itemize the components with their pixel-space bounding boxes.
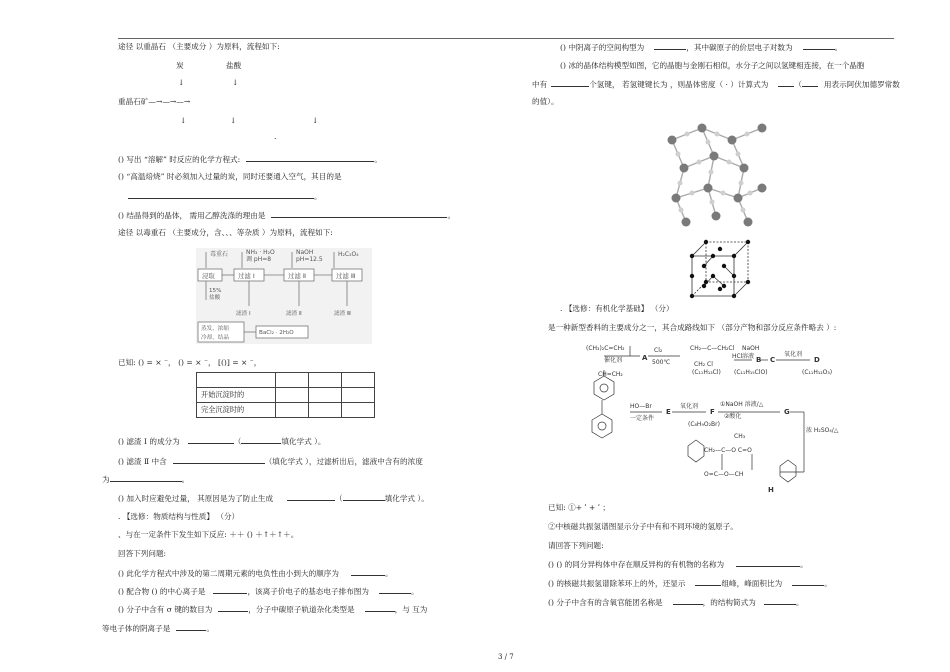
question-2-line2	[128, 191, 322, 202]
chloro-struct2: CH₂ Cl	[694, 361, 713, 368]
flow-evap1: 蒸发、浓缩	[201, 326, 229, 332]
q1-text: () 写出 “溶解” 时反应的化学方程式:	[118, 155, 241, 164]
section-heading-structure: . 【选修：物质结构与性质】 （分）	[118, 512, 240, 521]
given-1: 已知: ①+ ʹ + ʹ ；	[548, 503, 610, 512]
question-6	[118, 493, 429, 504]
hcl-label: HCl	[732, 353, 743, 360]
answer-blank[interactable]	[379, 586, 411, 594]
q2-text: () “高温焙烧” 时必须加入过量的炭，同时还要通入空气，其目的是	[118, 172, 342, 181]
r3-end: 用表示阿伏加德罗常数	[823, 80, 900, 89]
flow-box1: 浸取	[202, 272, 215, 280]
answer-blank[interactable]	[287, 493, 335, 501]
s7-end: 。	[206, 624, 214, 633]
q6-mid: （	[335, 494, 343, 503]
question-s4	[118, 568, 393, 579]
question-5	[118, 456, 423, 467]
answer-blank[interactable]	[792, 578, 824, 586]
flow-residue2: 滤渣 Ⅱ	[286, 311, 302, 317]
compound-d: D	[814, 356, 820, 364]
naoh2-label: ①NaOH 溶液/△	[720, 401, 764, 408]
synthesis-route-diagram	[584, 342, 846, 498]
question-5-line2	[102, 474, 189, 485]
r3-text: 中有	[532, 80, 548, 89]
organic-intro: 是一种新型香料的主要成分之一，其合成路线如下 （部分产物和部分反应条件略去 ）:	[548, 323, 837, 332]
hobr-label: HO—Br	[630, 403, 652, 410]
q5-mid: （填化学式 ），过滤析出后，滤液中含有的浓度	[264, 457, 423, 466]
question-4	[118, 436, 326, 447]
barite-flow-line: 重晶石矿—→—→—→	[118, 97, 191, 106]
answer-blank[interactable]	[110, 474, 182, 482]
compound-c: C	[770, 356, 776, 364]
question-s6	[118, 604, 427, 615]
answer-blank[interactable]	[778, 79, 794, 87]
answer-blank[interactable]	[803, 42, 835, 50]
formula-c11h15clo: (C₁₁H₁₅ClO)	[734, 369, 768, 376]
witherite-flowchart	[196, 248, 372, 344]
compound-h: H	[768, 486, 774, 494]
answer-blank[interactable]	[736, 559, 800, 567]
s4-text: () 此化学方程式中涉及的第二周期元素的电负性由小到大的顺序为	[118, 569, 339, 578]
question-o7	[548, 578, 832, 589]
flow-box4: 过滤 Ⅲ	[336, 272, 356, 280]
answer-blank[interactable]	[241, 436, 281, 444]
answer-blank[interactable]	[246, 154, 374, 162]
q5-text: () 滤渣 Ⅱ 中含	[118, 457, 167, 466]
flow-top2b: 调 pH=8	[246, 256, 272, 263]
flow-product: BaCl₂ · 2H₂O	[259, 330, 294, 336]
answer-blank[interactable]	[188, 436, 234, 444]
flow-residue3: 滤渣 Ⅲ	[334, 311, 351, 317]
acidify-label: ②酸化	[724, 413, 742, 420]
methyl-label: CH₃	[734, 433, 746, 440]
flow-arrow: ↓	[230, 116, 237, 125]
q1-end: 。	[374, 155, 382, 164]
flow-arrow: ↓	[232, 78, 239, 87]
compound-e: E	[666, 408, 671, 416]
flow-arrow: ↓	[312, 116, 319, 125]
o8-mid: ，的结构简式为	[702, 598, 756, 607]
answer-blank[interactable]	[218, 604, 248, 612]
flow-residue1: 滤渣 Ⅰ	[236, 311, 251, 317]
s5-end: 。	[410, 587, 419, 596]
lactone-line1: CH₂—C—O C=O	[704, 447, 752, 454]
table-row	[197, 403, 375, 418]
compound-f: F	[710, 408, 715, 416]
question-s5	[118, 586, 419, 597]
catalyst-label: 催化剂	[604, 357, 623, 364]
route-a-intro: 途径 以重晶石 （主要成分 ）为原料，流程如下:	[118, 42, 280, 51]
r1-text: () 中阴离子的空间构型为	[560, 43, 645, 52]
compound-a: A	[642, 354, 648, 362]
answer-blank[interactable]	[673, 597, 703, 605]
temp-label: 500℃	[652, 359, 671, 366]
reagent-carbon: 炭	[176, 61, 184, 70]
formula-c8h9o2br: (C₈H₉O₂Br)	[688, 421, 720, 428]
answer-blank[interactable]	[551, 79, 589, 87]
question-r1	[560, 42, 842, 53]
flow-box2: 过滤 Ⅰ	[238, 272, 255, 280]
answer-blank[interactable]	[213, 586, 247, 594]
r1-end: 。	[834, 43, 843, 52]
question-2	[118, 172, 342, 182]
q3-end: 。	[447, 211, 456, 220]
table-cell	[197, 373, 276, 388]
cl2-label: Cl₂	[654, 347, 663, 354]
formula-c11h12o3: (C₁₁H₁₂O₃)	[802, 369, 833, 376]
answer-blank[interactable]	[764, 597, 796, 605]
vinyl-group: CH=CH₂	[598, 371, 623, 378]
h2so4-label: 浓 H₂SO₄/△	[806, 427, 839, 434]
answer-blank[interactable]	[351, 568, 385, 576]
answer-blank[interactable]	[802, 79, 818, 87]
question-o6	[548, 559, 808, 570]
given-2: ②中核磁共振氢谱图显示分子中有和不同环境的氢原子。	[548, 522, 738, 531]
q4-text: () 滤渣 Ⅰ 的成分为	[118, 437, 180, 446]
s4-end: 。	[384, 569, 393, 578]
question-r2-line2	[532, 79, 900, 90]
s6-end: ，与 互为	[394, 605, 428, 614]
flow-top1: 毒重石	[210, 251, 229, 258]
compound-b: B	[756, 356, 762, 364]
o8-end: 。	[795, 598, 804, 607]
question-r2: () 冰的晶体结构模型如图，它的晶胞与金刚石相似，水分子之间以氢键相连接，在一个晶胞	[560, 61, 865, 70]
question-3	[118, 210, 455, 221]
table-cell: 完全沉淀时的	[197, 403, 276, 418]
q2-end: 。	[314, 192, 322, 201]
flow-evap2: 冷却，结晶	[201, 335, 229, 341]
lactone-line2: O=C—O—CH	[704, 471, 744, 478]
answer-blank[interactable]	[365, 604, 395, 612]
flow-arrow: ↓	[180, 116, 187, 125]
r3-mid2: （	[794, 80, 802, 89]
o7-text: () 的核磁共振氢谱除苯环上的外，还显示	[548, 579, 686, 588]
section-heading-organic: . 【选修：有机化学基础】 （分）	[560, 304, 674, 313]
o6-text: () () 的同分异构体中存在顺反异构的有机物的名称为	[548, 560, 725, 569]
answer-blank[interactable]	[271, 210, 447, 218]
s7-text: 等电子体的阴离子是	[102, 624, 171, 633]
o6-end: 。	[800, 560, 808, 569]
question-o8	[548, 597, 803, 608]
ion-precipitation-table	[196, 372, 375, 418]
answer-blank[interactable]	[128, 191, 314, 199]
answer-blank[interactable]	[654, 42, 686, 50]
r1-mid: ，其中碳原子的价层电子对数为	[686, 43, 793, 52]
q4-end: 填化学式 ）。	[281, 437, 326, 446]
naoh-label: NaOH	[742, 345, 760, 352]
table-cell: 开始沉淀时的	[197, 388, 276, 403]
reaction-equation: 、与在一定条件下发生如下反应: ＋＋ () ＋↑＋↑＋。	[118, 530, 299, 539]
header-rule	[118, 38, 894, 39]
o7-end: 。	[824, 579, 832, 588]
o8-text: () 分子中含有的含氧官能团名称是	[548, 598, 663, 607]
s6-text: () 分子中含有 σ 键的数目为	[118, 605, 213, 614]
answer-blank[interactable]	[343, 493, 385, 501]
q5b-end: 。	[181, 475, 190, 484]
answer-instructions: 回答下列问题:	[118, 549, 167, 558]
q6-text: () 加入时应避免过量， 其原因是为了防止生成	[118, 494, 274, 503]
flow-arrow: ↓	[178, 78, 185, 87]
flow-top2a: NH₃ · H₂O	[246, 249, 275, 256]
q6-end: 填化学式 ）。	[384, 494, 429, 503]
chloro-struct1: CH₂—C—CH₂Cl	[690, 345, 735, 352]
page-number: 3 / 7	[498, 653, 514, 661]
ice-crystal-model-image	[662, 118, 772, 232]
reagent-isobutene: (CH₃)₂C=CH₂	[586, 345, 625, 352]
q5b-text: 为	[102, 475, 110, 484]
solution-label: 溶液	[742, 353, 755, 360]
s6-mid: ，分子中碳原子轨道杂化类型是	[248, 605, 355, 614]
compound-g: G	[784, 408, 790, 416]
condition-label: 一定条件	[630, 415, 655, 422]
unit-cell-diagram	[686, 238, 758, 300]
question-1	[118, 154, 382, 165]
answer-instructions-right: 请回答下列问题:	[548, 541, 604, 550]
dot-mark: ·	[274, 134, 277, 143]
answer-blank[interactable]	[173, 456, 265, 464]
q4-mid: （	[233, 437, 242, 446]
flow-acid2: 盐酸	[209, 295, 221, 301]
known-data: 已知: () = × ⁻， () = × ⁻， [()] = × ⁻，	[118, 358, 262, 367]
reagent-acid: 盐酸	[226, 61, 242, 70]
answer-blank[interactable]	[695, 578, 721, 586]
r3-mid: 个氢键， 若氢键键长为 ，则晶体密度（ · ）计算式为	[589, 80, 769, 89]
formula-c11h13cl: (C₁₁H₁₃Cl)	[692, 369, 721, 376]
flow-acid1: 15%	[209, 288, 222, 294]
s5-mid: ，该离子价电子的基态电子排布图为	[247, 587, 369, 596]
flow-top4: H₂C₂O₄	[338, 251, 359, 258]
oxidant-label: 氧化剂	[784, 351, 803, 358]
table-row	[197, 388, 375, 403]
flow-top3b: pH=12.5	[296, 256, 323, 263]
q3-text: () 结晶得到的晶体， 需用乙醇洗涤的理由是	[118, 211, 266, 220]
route-b-intro: 途径 以毒重石 （主要成分，含、、、等杂质 ）为原料，流程如下:	[118, 228, 333, 237]
oxidant2-label: 氧化剂	[680, 403, 699, 410]
s5-text: () 配合物 () 的中心离子是	[118, 587, 206, 596]
o7-mid: 组峰，峰面积比为	[721, 579, 783, 588]
flow-box3: 过滤 Ⅱ	[288, 272, 306, 280]
answer-blank[interactable]	[176, 623, 206, 631]
table-row	[197, 373, 375, 388]
question-r2-line3: 的值）。	[532, 97, 559, 106]
flow-top3a: NaOH	[296, 249, 314, 256]
question-s7	[102, 623, 214, 634]
